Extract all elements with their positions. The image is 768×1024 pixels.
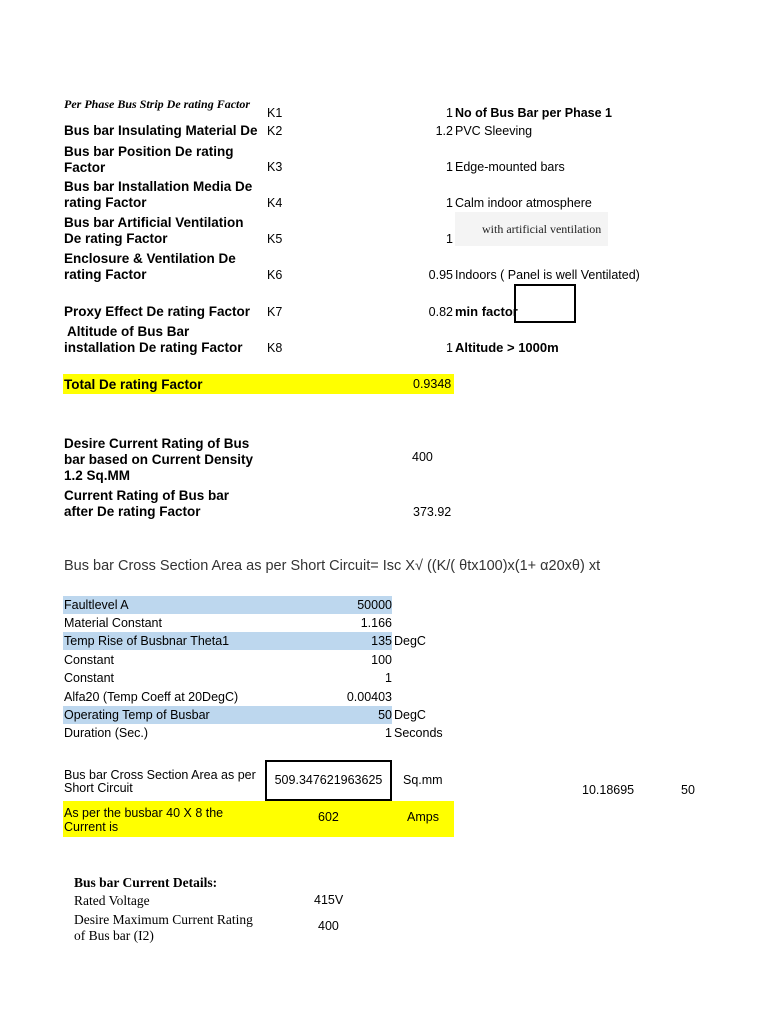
- k8-label-line2: installation De rating Factor: [64, 340, 243, 355]
- k3-desc: Edge-mounted bars: [455, 160, 565, 174]
- param-value: 1: [385, 726, 392, 740]
- max-current-value: 400: [318, 919, 339, 933]
- param-label: Material Constant: [64, 616, 162, 630]
- k2-desc: PVC Sleeving: [455, 124, 533, 138]
- param-unit: DegC: [394, 708, 426, 722]
- k8-code: K8: [267, 341, 283, 355]
- rated-voltage-value: 415V: [314, 893, 344, 907]
- after-label-line1: Current Rating of Bus bar: [64, 488, 230, 503]
- busbar-value: 602: [318, 810, 339, 824]
- desire-label-line2: bar based on Current Density: [64, 452, 254, 467]
- param-label: Alfa20 (Temp Coeff at 20DegC): [64, 690, 239, 704]
- k7-value: 0.82: [428, 305, 453, 319]
- k7-label: Proxy Effect De rating Factor: [64, 304, 251, 319]
- k8-desc: Altitude > 1000m: [455, 340, 559, 355]
- k3-label-line2: Factor: [64, 160, 106, 175]
- cross-section-value: 509.347621963625: [274, 773, 383, 787]
- param-value: 1: [385, 671, 392, 685]
- cross-section-label-line2: Short Circuit: [64, 781, 133, 795]
- param-label: Constant: [64, 671, 115, 685]
- busbar-unit: Amps: [407, 810, 439, 824]
- rated-voltage-label: Rated Voltage: [74, 893, 150, 908]
- k8-value: 1: [446, 341, 453, 355]
- k6-label-line2: rating Factor: [64, 267, 147, 282]
- param-unit: Seconds: [394, 726, 443, 740]
- k1-code: K1: [267, 106, 283, 120]
- param-value: 1.166: [360, 616, 392, 630]
- cross-section-extra-1: 10.18695: [582, 783, 635, 797]
- k7-code: K7: [267, 305, 283, 319]
- k6-code: K6: [267, 268, 283, 282]
- cross-section-label-line1: Bus bar Cross Section Area as per: [64, 768, 256, 782]
- desire-value: 400: [412, 450, 433, 464]
- cross-section-unit: Sq.mm: [403, 773, 443, 787]
- k5-value: 1: [446, 232, 453, 246]
- k4-value: 1: [446, 196, 453, 210]
- k1-desc: No of Bus Bar per Phase 1: [455, 106, 612, 120]
- k3-code: K3: [267, 160, 283, 174]
- k4-desc: Calm indoor atmosphere: [455, 196, 592, 210]
- total-value: 0.9348: [413, 377, 452, 391]
- after-value: 373.92: [413, 505, 452, 519]
- k5-label-line2: De rating Factor: [64, 231, 168, 246]
- busbar-label-line2: Current is: [64, 820, 119, 834]
- cross-section-extra-2: 50: [681, 783, 695, 797]
- param-value: 50: [378, 708, 392, 722]
- derating-title: Per Phase Bus Strip De rating Factor: [64, 97, 251, 111]
- k5-desc: with artificial ventilation: [482, 222, 602, 236]
- busbar-label-line1: As per the busbar 40 X 8 the: [64, 806, 224, 820]
- k6-desc: Indoors ( Panel is well Ventilated): [455, 268, 640, 282]
- k3-value: 1: [446, 160, 453, 174]
- k6-value: 0.95: [428, 268, 453, 282]
- k2-label: Bus bar Insulating Material De: [64, 123, 258, 138]
- k6-label-line1: Enclosure & Ventilation De: [64, 251, 236, 266]
- k2-code: K2: [267, 124, 283, 138]
- param-label: Duration (Sec.): [64, 726, 149, 740]
- k1-value: 1: [446, 106, 453, 120]
- k5-label-line1: Bus bar Artificial Ventilation: [64, 215, 244, 230]
- k2-value: 1.2: [435, 124, 453, 138]
- details-title: Bus bar Current Details:: [74, 875, 218, 890]
- k4-label-line1: Bus bar Installation Media De: [64, 179, 253, 194]
- param-label: Faultlevel A: [64, 598, 129, 612]
- k3-label-line1: Bus bar Position De rating: [64, 144, 234, 159]
- desire-label-line3: 1.2 Sq.MM: [64, 468, 131, 483]
- k8-label-line1: Altitude of Bus Bar: [67, 324, 190, 339]
- k7-desc: min factor: [455, 304, 518, 319]
- param-label: Temp Rise of Busbnar Theta1: [64, 634, 230, 648]
- k4-label-line2: rating Factor: [64, 195, 147, 210]
- param-label: Operating Temp of Busbar: [64, 708, 210, 722]
- param-value: 0.00403: [346, 690, 392, 704]
- param-unit: DegC: [394, 634, 426, 648]
- max-current-label-line2: of Bus bar (I2): [74, 928, 154, 943]
- k7-selected-cell[interactable]: [514, 284, 576, 323]
- param-value: 100: [371, 653, 392, 667]
- k5-code: K5: [267, 232, 283, 246]
- desire-label-line1: Desire Current Rating of Bus: [64, 436, 250, 451]
- k4-code: K4: [267, 196, 283, 210]
- total-label: Total De rating Factor: [64, 377, 203, 392]
- param-label: Constant: [64, 653, 115, 667]
- param-value: 50000: [357, 598, 392, 612]
- param-value: 135: [371, 634, 392, 648]
- after-label-line2: after De rating Factor: [64, 504, 201, 519]
- formula-heading: Bus bar Cross Section Area as per Short Circuit= Isc X√ ((K/( θtx100)x(1+ α20xθ) xt: [64, 558, 601, 574]
- max-current-label-line1: Desire Maximum Current Rating: [74, 912, 253, 927]
